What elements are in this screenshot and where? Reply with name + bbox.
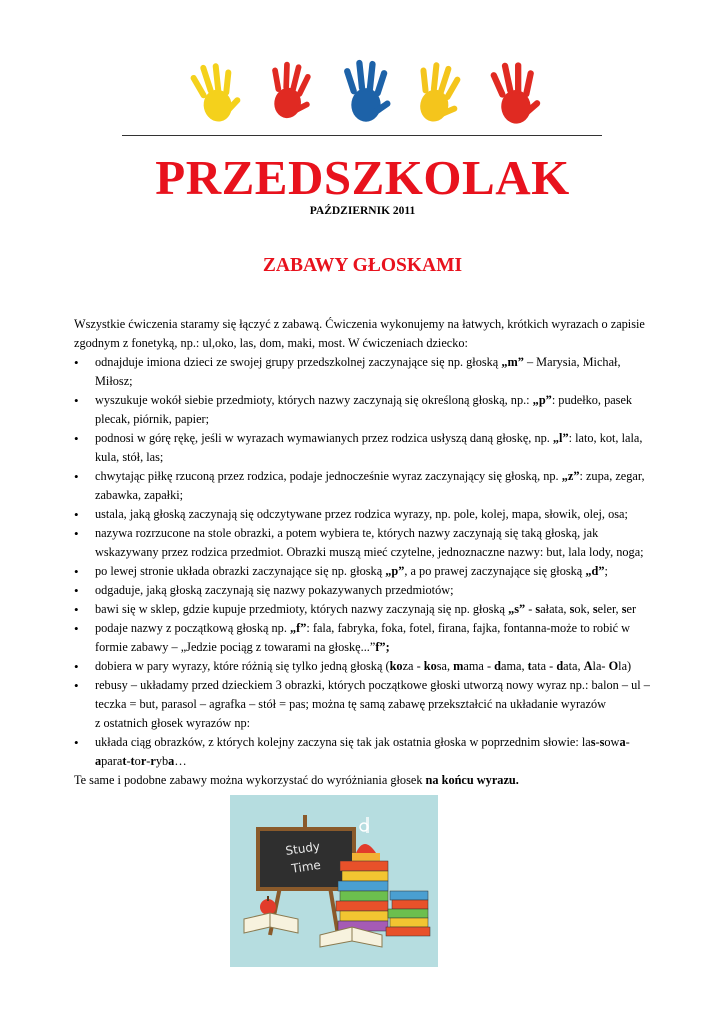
item-text: podnosi w górę rękę, jeśli w wyrazach wymawianych przez rodzica usłyszą daną głoskę, np. <box>95 431 553 445</box>
intro-paragraph: Wszystkie ćwiczenia staramy się łączyć z zabawą. Ćwiczenia wykonujemy na łatwych, krótkich wyrazach o zapisie zgodnym z fonetyką, np.: ul,oko, las, dom, maki, most. W ćwiczeniach dziecko: <box>74 317 645 350</box>
item-text: - <box>126 754 131 768</box>
emphasis-text: „d” <box>585 564 605 578</box>
item-text: … <box>174 754 187 768</box>
item-text: la- <box>592 659 609 673</box>
item-text: bawi się w sklep, gdzie kupuje przedmioty, których nazwy zaczynają się np. głoską <box>95 602 509 616</box>
exercise-item <box>74 676 654 733</box>
study-time-illustration <box>230 795 438 967</box>
issue-date: PAŹDZIERNIK 2011 <box>309 205 416 217</box>
item-text: z ostatnich głosek wyrazów np: <box>95 716 251 730</box>
emphasis-text: „s” <box>508 602 526 616</box>
item-text: za - <box>402 659 424 673</box>
item-text: : lato, kot, lala, kula, stół, las; <box>95 431 643 464</box>
exercise-item <box>74 524 654 562</box>
item-text: yb <box>155 754 169 768</box>
emphasis-text: s <box>590 735 596 749</box>
exercise-item <box>74 600 654 619</box>
emphasis-text: s <box>592 602 598 616</box>
exercise-item <box>74 505 654 524</box>
exercise-item <box>74 657 654 676</box>
item-text: chwytając piłkę rzuconą przez rodzica, podaje jednocześnie wyraz zaczynający się głoską, np. <box>95 469 562 483</box>
item-text: - <box>625 735 630 749</box>
emphasis-text: s <box>569 602 575 616</box>
item-text: rebusy – układamy przed dzieckiem 3 obrazki, których początkowe głoski utworzą nowy wyraz np.: balon – ul – teczka = but, parasol – agrafka – stół = pas; można tę samą zabawę przekształcić na układanie wyrazów <box>95 678 650 711</box>
emphasis-text: a <box>168 754 175 768</box>
closing-emphasis: na końcu wyrazu. <box>425 773 519 787</box>
emphasis-text: t <box>122 754 127 768</box>
exercise-item <box>74 619 654 657</box>
emphasis-text: ko <box>423 659 437 673</box>
item-text: - <box>146 754 151 768</box>
item-text: ama, <box>500 659 528 673</box>
section-heading: ZABAWY GŁOSKAMI <box>262 255 463 276</box>
item-text: ustala, jaką głoską zaczynają się odczytywane przez rodzica wyrazy, np. pole, kolej, mapa, słowik, olej, osa; <box>95 507 628 521</box>
emphasis-text: r <box>150 754 156 768</box>
item-text: er <box>626 602 637 616</box>
item-text: ow <box>604 735 620 749</box>
item-text: , a po prawej zaczynające się głoską <box>404 564 586 578</box>
item-text: la) <box>618 659 632 673</box>
yellow-hand-icon <box>188 58 245 125</box>
emphasis-text: ko <box>389 659 403 673</box>
item-text: : zupa, zegar, zabawka, zapałki; <box>95 469 645 502</box>
emphasis-text: a <box>619 735 626 749</box>
emphasis-text: d <box>494 659 501 673</box>
exercise-item <box>74 467 654 505</box>
article-body <box>74 315 654 790</box>
emphasis-text: O <box>608 659 619 673</box>
emphasis-text: t <box>527 659 532 673</box>
item-text: wyszukuje wokół siebie przedmioty, których nazwy zaczynają się określoną głoską, np.: <box>95 393 533 407</box>
exercise-item <box>74 391 654 429</box>
item-text: odnajduje imiona dzieci ze swojej grupy przedszkolnej zaczynające się np. głoską <box>95 355 502 369</box>
item-text: ata, <box>563 659 584 673</box>
emphasis-text: „p” <box>532 393 552 407</box>
emphasis-text: r <box>140 754 147 768</box>
item-text: ata - <box>531 659 557 673</box>
emphasis-text: A <box>583 659 593 673</box>
exercise-item <box>74 733 654 771</box>
item-text: ; <box>604 564 608 578</box>
item-text: ałata, <box>540 602 570 616</box>
exercise-list <box>74 353 654 771</box>
closing-text: Te same i podobne zabawy można wykorzystać do wyróżniania głosek <box>74 773 426 787</box>
closing-paragraph <box>74 771 654 790</box>
exercise-item <box>74 429 654 467</box>
board-text-time: Time <box>290 857 322 876</box>
hand-prints-logo <box>180 50 560 130</box>
item-text: dobiera w pary wyrazy, które różnią się tylko jedną głoską ( <box>95 659 390 673</box>
emphasis-text: d <box>556 659 564 673</box>
emphasis-text: „l” <box>552 431 569 445</box>
emphasis-text: s <box>621 602 627 616</box>
item-text: - <box>595 735 600 749</box>
item-text: ama - <box>463 659 495 673</box>
item-text: ok, <box>574 602 593 616</box>
item-text: po lewej stronie układa obrazki zaczynające się np. głoską <box>95 564 386 578</box>
item-text: para <box>101 754 123 768</box>
item-text: eler, <box>597 602 622 616</box>
yellow-hand-icon <box>410 59 467 126</box>
item-text: układa ciąg obrazków, z których kolejny zaczyna się tak jak ostatnia głoska w poprzednim słowie: la <box>95 735 591 749</box>
emphasis-text: „p” <box>385 564 405 578</box>
emphasis-text: t <box>130 754 135 768</box>
item-text: o <box>134 754 141 768</box>
emphasis-text: f”; <box>375 640 390 654</box>
item-text: - <box>525 602 536 616</box>
exercise-item <box>74 353 654 391</box>
exercise-item <box>74 581 654 600</box>
item-text: : fala, fabryka, foka, fotel, firana, fajka, fontanna-może to robić w formie zabawy – „Jedzie pociąg z towarami na głoskę...” <box>95 621 631 654</box>
item-text: : pudełko, pasek plecak, piórnik, papier; <box>95 393 633 426</box>
item-text: – Marysia, Michał, Miłosz; <box>95 355 621 388</box>
emphasis-text: m <box>453 659 464 673</box>
emphasis-text: „m” <box>501 355 524 369</box>
header-rule <box>122 135 602 136</box>
emphasis-text: „z” <box>561 469 580 483</box>
board-text-study: Study <box>284 839 321 858</box>
emphasis-text: „f” <box>289 621 307 635</box>
item-text: nazywa rozrzucone na stole obrazki, a potem wybiera te, których nazwy zaczynają się taką głoską, jak wskazywany przez rodzica przedmiot. Obrazki muszą mieć czytelne, jednoznaczne nazwy: but, lala lody, noga; <box>95 526 644 559</box>
page-title: PRZEDSZKOLAK <box>155 150 570 205</box>
blue-hand-icon <box>343 60 391 122</box>
emphasis-text: s <box>535 602 541 616</box>
exercise-item <box>74 562 654 581</box>
item-text: sa, <box>436 659 454 673</box>
red-hand-icon <box>265 59 316 121</box>
red-hand-icon <box>489 59 544 126</box>
emphasis-text: s <box>599 735 605 749</box>
item-text: podaje nazwy z początkową głoską np. <box>95 621 290 635</box>
item-text: odgaduje, jaką głoską zaczynają się nazwy pokazywanych przedmiotów; <box>95 583 454 597</box>
emphasis-text: a <box>95 754 102 768</box>
